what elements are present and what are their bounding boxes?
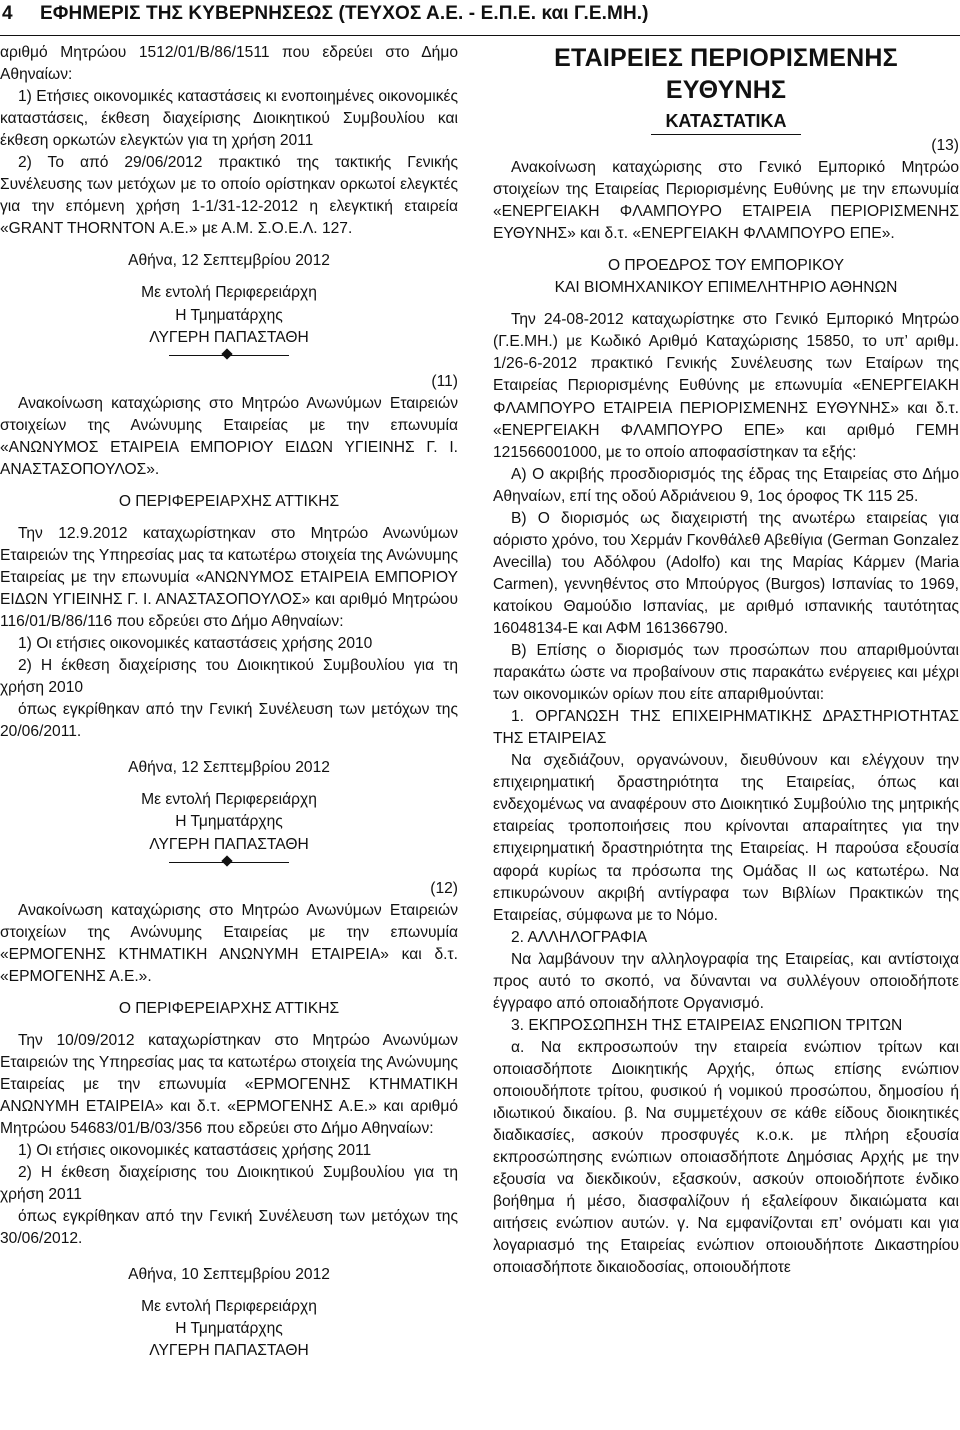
b11-body-3: 2) Η έκθεση διαχείρισης του Διοικητικού Συμβουλίου για τη χρήση 2010: [0, 657, 458, 697]
b13-heading-1: 1. ΟΡΓΑΝΩΣΗ ΤΗΣ ΕΠΙΧΕΙΡΗΜΑΤΙΚΗΣ ΔΡΑΣΤΗΡΙΟΤΗΤΑΣ ΤΗΣ ΕΤΑΙΡΕΙΑΣ: [493, 708, 959, 748]
b13-body-7: α. Να εκπροσωπούν την εταιρεία ενώπιον τρίτων και οποιασδήποτε Διοικητικής Αρχής, όπως επίσης ενώπιον οποιουδήποτε τρίτου, φυσικού ή νομικού προσώπου, δημοσίου ή ιδιωτικού δικαίου. β. Να συμμετέχουν σε κάθε είδους διοικητικές διαδικασίες, ασκούν προσφυγές κ.ο.κ. με πλήρη εξουσία εκπροσώπησης ενώπιων οποιασδήποτε Δημόσιας Αρχής με την εξουσία να διεκδικούν, εξασκούν, ασκούν οποιοδήποτε ένδικο βοήθημα ή μέσο, διασφαλίζουν ή εξαλείφουν δικαιώματα και αιτήσεις ενώπιον αυτών. γ. Να εμφανίζονται επ’ ονόματι και για λογαριασμό της Εταιρείας ενώπιον οποιουδήποτε Δικαστηρίου οποιασδήποτε δικαιοδοσίας, οποιουδήποτε: [493, 1038, 959, 1277]
b11-sign-order: Με εντολή Περιφερειάρχη: [141, 791, 317, 809]
b13-body-5: Να σχεδιάζουν, οργανώνουν, διευθύνουν και ελέγχουν την επιχειρηματική δραστηριότητα της Εταιρείας, όπως και ενδεχομένως να αναφέρουν στο Διοικητικό Συμβούλιο της μητρικής εταιρείας τροποποιήσεις που κρίνονται απαραίτητες για την επιχειρηματική δραστηριότητα της Εταιρείας. Η παρούσα εξουσία αφορά κυρίως τα πρόσωπα της Ομάδας ΙΙ ως κατωτέρω. Να επικυρώνουν ακριβή αντίγραφα των Βιβλίων Πρακτικών της Εταιρείας, σύμφωνα με το Νόμο.: [493, 752, 959, 924]
b13-body-4: Β) Επίσης ο διορισμός των προσώπων που απαριθμούνται παρακάτω ώστε να προβαίνουν στις παρακάτω ενέργειες και μέχρι των οικονομικών ορίων που είτε απαριθμούνται:: [493, 642, 959, 704]
b12-sign-name: ΛΥΓΕΡΗ ΠΑΠΑΣΤΑΘΗ: [149, 1342, 309, 1360]
b11-authority: Ο ΠΕΡΙΦΕΡΕΙΑΡΧΗΣ ΑΤΤΙΚΗΣ: [118, 492, 340, 510]
b13-authority-1: Ο ΠΡΟΕΔΡΟΣ ΤΟΥ ΕΜΠΟΡΙΚΟΥ: [607, 257, 845, 275]
b13-number: (13): [931, 137, 959, 154]
right-column: [493, 42, 959, 1279]
separator-ornament: [169, 856, 289, 868]
b12-body-4: όπως εγκρίθηκαν από την Γενική Συνέλευση των μετόχων της 30/06/2012.: [0, 1208, 458, 1248]
b10-text-3: 2) Το από 29/06/2012 πρακτικό της τακτικής Γενικής Συνέλευσης των μετόχων με το οποίο ορίστηκαν ορκωτοί ελεγκτές για την επόμενη χρήση 1-1/31-12-2012 η ελεγκτική εταιρεία «GRANT THORNTON Α.Ε.» με Α.Μ. Σ.Ο.Ε.Λ. 127.: [0, 154, 458, 238]
b10-text-2: 1) Ετήσιες οικονομικές καταστάσεις κι ενοποιημένες οικονομικές καταστάσεις, έκθεση διαχείρισης Διοικητικού Συμβουλίου και έκθεση ορκωτών ελεγκτών για τη χρήση 2011: [0, 88, 458, 150]
b11-body-4: όπως εγκρίθηκαν από την Γενική Συνέλευση των μετόχων της 20/06/2011.: [0, 701, 458, 741]
page-number: 4: [2, 3, 13, 24]
b11-number: (11): [431, 372, 458, 390]
b11-body-2: 1) Οι ετήσιες οικονομικές καταστάσεις χρήσης 2010: [18, 635, 373, 653]
b13-body-1: Την 24-08-2012 καταχωρίστηκε στο Γενικό Εμπορικό Μητρώο (Γ.Ε.ΜΗ.) με Κωδικό Αριθμό Καταχώρισης 15850, το υπ’ αριθμ. 1/26-6-2012 πρακτικό Γενικής Συνέλευσης των Εταίρων της Εταιρείας Περιορισμένης Ευθύνης με επωνυμία «ΕΝΕΡΓΕΙΑΚΗ ΦΛΑΜΠΟΥΡΟ ΕΤΑΙΡΕΙΑ ΠΕΡΙΟΡΙΣΜΕΝΗΣ ΕΥΘΥΝΗΣ» και δ.τ. «ΕΝΕΡΓΕΙΑΚΗ ΦΛΑΜΠΟΥΡΟ ΕΠΕ» και αριθμό ΓΕΜΗ 121566001000, με το οποίο αποφασίστηκαν τα εξής:: [493, 311, 959, 461]
b12-authority: Ο ΠΕΡΙΦΕΡΕΙΑΡΧΗΣ ΑΤΤΙΚΗΣ: [118, 999, 340, 1017]
gazette-title: ΕΦΗΜΕΡΙΣ ΤΗΣ ΚΥΒΕΡΝΗΣΕΩΣ (ΤΕΥΧΟΣ Α.Ε. - Ε.Π.Ε. και Γ.Ε.ΜΗ.): [40, 3, 649, 24]
b13-body-2: Α) Ο ακριβής προσδιορισμός της έδρας της Εταιρείας στο Δήμο Αθηναίων, επί της οδού Αδριάνειου 9, 1ος όροφος ΤΚ 115 25.: [493, 465, 959, 505]
b12-intro: Ανακοίνωση καταχώρισης στο Μητρώο Ανωνύμων Εταιρειών στοιχείων της Ανώνυμης Εταιρείας με την επωνυμία «ΕΡΜΟΓΕΝΗΣ ΚΤΗΜΑΤΙΚΗ ΑΝΩΝΥΜΗ ΕΤΑΙΡΕΙΑ» και δ.τ. «ΕΡΜΟΓΕΝΗΣ Α.Ε.».: [0, 901, 458, 985]
b12-body-3: 2) Η έκθεση διαχείρισης του Διοικητικού Συμβουλίου για τη χρήση 2011: [0, 1164, 458, 1204]
b13-intro: Ανακοίνωση καταχώρισης στο Γενικό Εμπορικό Μητρώο στοιχείων της Εταιρείας Περιορισμένης Ευθύνης με την επωνυμία «ΕΝΕΡΓΕΙΑΚΗ ΦΛΑΜΠΟΥΡΟ ΕΤΑΙΡΕΙΑ ΠΕΡΙΟΡΙΣΜΕΝΗΣ ΕΥΘΥΝΗΣ» και δ.τ. «ΕΝΕΡΓΕΙΑΚΗ ΦΛΑΜΠΟΥΡΟ ΕΠΕ».: [493, 159, 959, 243]
b10-sign-name: ΛΥΓΕΡΗ ΠΑΠΑΣΤΑΘΗ: [149, 328, 309, 346]
b10-text-1: αριθμό Μητρώου 1512/01/Β/86/1511 που εδρεύει στο Δήμο Αθηναίων:: [0, 44, 458, 84]
section-title: ΕΤΑΙΡΕΙΕΣ ΠΕΡΙΟΡΙΣΜΕΝΗΣ ΕΥΘΥΝΗΣ: [554, 44, 898, 104]
b13-heading-2: 2. ΑΛΛΗΛΟΓΡΑΦΙΑ: [511, 928, 648, 946]
b13-body-6: Να λαμβάνουν την αλληλογραφία της Εταιρείας, και αντίστοιχα προς αυτό το σκοπό, να δύνανται να συλλέγουν οποιοδήποτε έγγραφο από οποιαδήποτε Οργανισμό.: [493, 950, 959, 1012]
b11-sign-name: ΛΥΓΕΡΗ ΠΑΠΑΣΤΑΘΗ: [149, 835, 309, 853]
b12-number: (12): [430, 879, 458, 897]
b13-heading-3: 3. ΕΚΠΡΟΣΩΠΗΣΗ ΤΗΣ ΕΤΑΙΡΕΙΑΣ ΕΝΩΠΙΟΝ ΤΡΙΤΩΝ: [511, 1016, 903, 1034]
b13-body-3: Β) Ο διορισμός ως διαχειριστή της ανωτέρω εταιρείας για αόριστο χρόνο, του Χερμάν Γκονθάλεθ Αβεθίγια (German Gonzalez Avecilla) του Αδόλφου (Adolfo) και της Μαρίας Κάρμεν (Maria Carmen), γεννηθέντος στο Μπούργος (Burgos) Ισπανίας το 1969, κατοίκου Θαμούδιο Ισπανίας, με αριθμό ισπανικής ταυτότητας 16048134-E και ΑΦΜ 161366790.: [493, 509, 959, 637]
b10-sign-order: Με εντολή Περιφερειάρχη: [141, 284, 317, 302]
b12-body-2: 1) Οι ετήσιες οικονομικές καταστάσεις χρήσης 2011: [18, 1142, 372, 1160]
b12-body-1: Την 10/09/2012 καταχωρίστηκαν στο Μητρώο Ανωνύμων Εταιρειών της Υπηρεσίας μας τα κατωτέρω στοιχεία της Ανώνυμης Εταιρείας με την επωνυμία «ΕΡΜΟΓΕΝΗΣ ΚΤΗΜΑΤΙΚΗ ΑΝΩΝΥΜΗ ΕΤΑΙΡΕΙΑ» και δ.τ. «ΕΡΜΟΓΕΝΗΣ Α.Ε.» και αριθμό Μητρώου 54683/01/Β/03/356 που εδρεύει στο Δήμο Αθηναίων:: [0, 1031, 458, 1138]
section-subtitle: ΚΑΤΑΣΤΑΤΙΚΑ: [665, 111, 787, 131]
b11-sign-role: Η Τμηματάρχης: [175, 813, 283, 831]
b13-authority-2: ΚΑΙ ΒΙΟΜΗΧΑΝΙΚΟΥ ΕΠΙΜΕΛΗΤΗΡΙΟ ΑΘΗΝΩΝ: [554, 279, 898, 297]
left-column: [0, 42, 458, 1362]
b10-sign-role: Η Τμηματάρχης: [175, 306, 283, 324]
b11-intro: Ανακοίνωση καταχώρισης στο Μητρώο Ανωνύμων Εταιρειών στοιχείων της Ανώνυμης Εταιρείας με την επωνυμία «ΑΝΩΝΥΜΟΣ ΕΤΑΙΡΕΙΑ ΕΜΠΟΡΙΟΥ ΕΙΔΩΝ ΥΓΙΕΙΝΗΣ Γ. Ι. ΑΝΑΣΤΑΣΟΠΟΥΛΟΣ».: [0, 394, 458, 478]
b11-body-1: Την 12.9.2012 καταχωρίστηκαν στο Μητρώο Ανωνύμων Εταιρειών της Υπηρεσίας μας τα κατωτέρω στοιχεία της Ανώνυμης Εταιρείας με την επωνυμία «ΑΝΩΝΥΜΟΣ ΕΤΑΙΡΕΙΑ ΕΜΠΟΡΙΟΥ ΕΙΔΩΝ ΥΓΙΕΙΝΗΣ Γ. Ι. ΑΝΑΣΤΑΣΟΠΟΥΛΟΣ» και αριθμό Μητρώου 116/01/Β/86/116 που εδρεύει στο Δήμο Αθηναίων:: [0, 524, 458, 631]
b12-sign-order: Με εντολή Περιφερειάρχη: [141, 1298, 317, 1316]
b11-sign-date: Αθήνα, 12 Σεπτεμβρίου 2012: [128, 759, 330, 777]
b12-sign-role: Η Τμηματάρχης: [175, 1320, 283, 1338]
separator-ornament: [169, 349, 289, 361]
page-header: [0, 0, 960, 36]
b10-sign-date: Αθήνα, 12 Σεπτεμβρίου 2012: [128, 252, 330, 270]
b12-sign-date: Αθήνα, 10 Σεπτεμβρίου 2012: [128, 1266, 330, 1284]
